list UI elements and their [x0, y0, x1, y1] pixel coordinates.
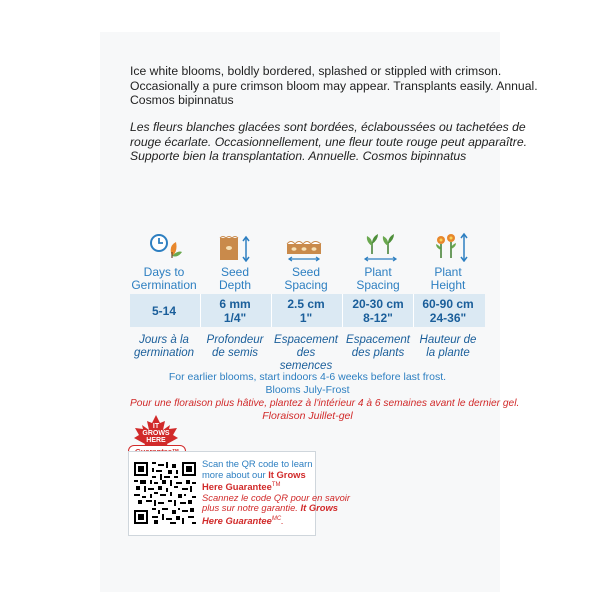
value-days-to-germination: 5-14 [151, 304, 177, 318]
badge-line: GROWS [142, 430, 170, 437]
qr-fr-period: . [281, 514, 284, 526]
qr-description [202, 458, 350, 526]
label-line: Seed [220, 265, 250, 279]
description-fr-line: Supporte bien la transplantation. Annuelle. Cosmos bipinnatus [130, 149, 467, 163]
label-line: Seed [291, 265, 321, 279]
label-line: Depth [218, 278, 252, 292]
value-plant-spacing-imperial: 8-12" [363, 311, 393, 325]
label-line: Days to [143, 265, 185, 279]
fr-label-line: Jours à la [139, 334, 189, 346]
qr-en-text: more about our [202, 468, 269, 480]
qr-fr-line-2 [202, 502, 339, 514]
value-plant-height-imperial: 24-36" [429, 311, 467, 325]
qr-fr-guarantee-link: It Grows [300, 502, 339, 514]
plant-height-icon [432, 232, 472, 262]
plant-spacing-icon [362, 232, 402, 262]
fr-label-line: des plants [351, 347, 405, 359]
value-seed-spacing-metric: 2.5 cm [287, 297, 325, 311]
note-start-indoors-fr: Pour une floraison plus hâtive, plantez à l'intérieur 4 à 6 semaines avant le dernier gel. [130, 398, 520, 409]
qr-code[interactable] [134, 462, 196, 524]
description-en-line: Ice white blooms, boldly bordered, splashed or stippled with crimson. [130, 64, 502, 78]
label-line: Spacing [356, 278, 400, 292]
qr-en-line-1: Scan the QR code to learn [202, 458, 313, 469]
fr-label-line: germination [133, 347, 195, 359]
qr-fr-text: plus sur notre garantie. [202, 502, 301, 514]
qr-fr-mc: MC [271, 515, 282, 522]
qr-fr-line-3 [202, 514, 312, 527]
badge-line: IT [152, 423, 160, 430]
description-en-line: Occasionally a pure crimson bloom may appear. Transplants easily. Annual. [130, 78, 538, 93]
clock-sprout-icon [148, 232, 188, 262]
qr-en-line-3 [202, 480, 312, 493]
badge-line: HERE [146, 437, 166, 444]
description-french [130, 120, 528, 164]
label-line: Germination [131, 278, 197, 292]
qr-en-guarantee-name: Here Guarantee [202, 481, 272, 493]
qr-en-tm: TM [271, 482, 281, 488]
value-seed-depth-metric: 6 mm [219, 297, 251, 311]
note-start-indoors-en: For earlier blooms, start indoors 4-6 weeks before last frost. [168, 371, 447, 383]
label-seed-depth [199, 266, 271, 292]
note-blooms-fr: Floraison Juillet-gel [262, 410, 353, 422]
description-english [130, 64, 538, 108]
value-plant-height-metric: 60-90 cm [422, 297, 474, 311]
description-en-line: Cosmos bipinnatus [130, 93, 234, 107]
fr-label-line: de semis [211, 347, 259, 359]
label-line: Height [430, 278, 466, 292]
qr-en-line-2 [202, 470, 312, 481]
fr-label-line: des semences [279, 347, 333, 372]
fr-label-germination [128, 334, 200, 360]
label-seed-spacing [270, 266, 342, 292]
fr-label-line: Espacement [274, 334, 338, 346]
fr-label-line: la plante [426, 347, 470, 359]
fr-label-seed-spacing [270, 334, 342, 373]
description-fr-line: rouge écarlate. Occasionnellement, une fleur toute rouge peut apparaître. [130, 134, 528, 149]
value-seed-depth-imperial: 1/4" [223, 311, 247, 325]
fr-label-line: Hauteur de [419, 334, 477, 346]
seed-spacing-icon [285, 232, 325, 262]
seed-depth-icon [215, 232, 255, 262]
qr-en-guarantee-link: It Grows [268, 468, 306, 480]
note-blooms-en: Blooms July-Frost [265, 384, 350, 396]
value-seed-spacing-imperial: 1" [299, 311, 313, 325]
fr-label-line: Espacement [346, 334, 410, 346]
fr-label-seed-depth [199, 334, 271, 360]
label-line: Spacing [284, 278, 328, 292]
fr-label-line: Profondeur [206, 334, 264, 346]
fr-label-plant-height [412, 334, 484, 360]
qr-fr-line-1: Scannez le code QR pour en savoir [202, 491, 350, 503]
fr-label-plant-spacing [342, 334, 414, 360]
label-line: Plant [364, 265, 392, 279]
label-days-to-germination [128, 266, 200, 292]
description-fr-line: Les fleurs blanches glacées sont bordées, éclaboussées ou tachetées de [130, 120, 526, 134]
value-plant-spacing-metric: 20-30 cm [352, 297, 404, 311]
label-line: Plant [434, 265, 462, 279]
label-plant-height [412, 266, 484, 292]
qr-fr-guarantee-name: Here Guarantee [202, 514, 272, 526]
label-plant-spacing [342, 266, 414, 292]
